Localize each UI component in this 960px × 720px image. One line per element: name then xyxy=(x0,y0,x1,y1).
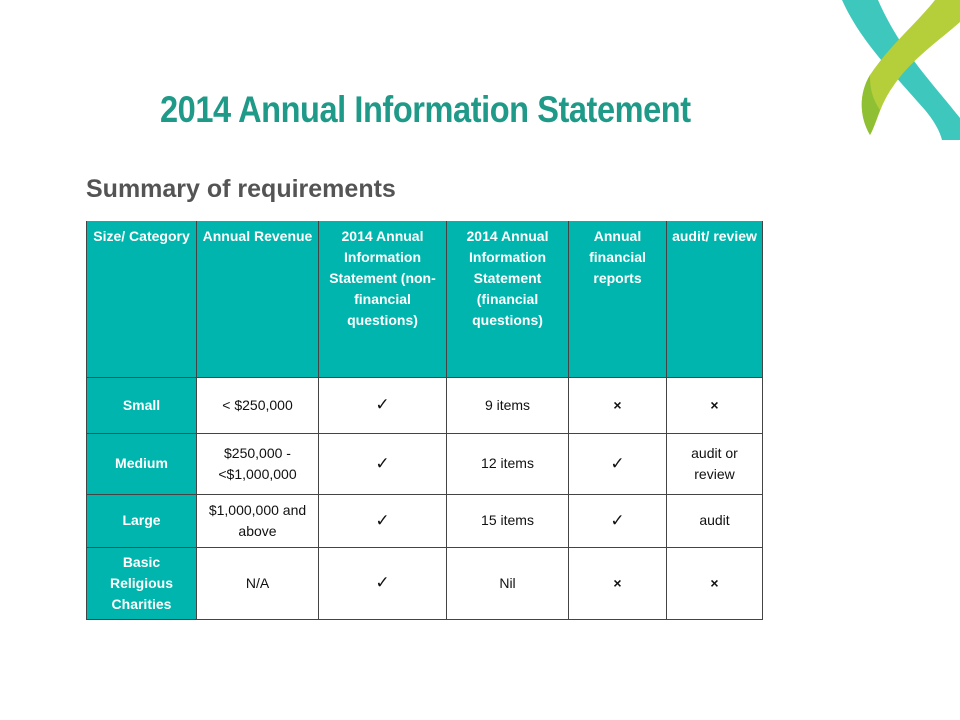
reports-cell xyxy=(569,547,667,619)
cross-icon: × xyxy=(613,574,622,591)
non-financial-cell xyxy=(319,494,447,547)
ribbon-logo-icon xyxy=(830,0,960,140)
slide-title: 2014 Annual Information Statement xyxy=(160,89,691,130)
cross-icon: × xyxy=(710,396,719,413)
check-icon: ✓ xyxy=(375,453,390,473)
requirements-table xyxy=(86,221,763,620)
category-cell: Basic Religious Charities xyxy=(87,547,197,619)
category-cell: Large xyxy=(87,494,197,547)
header-annual-revenue: Annual Revenue xyxy=(197,221,319,377)
financial-cell: 12 items xyxy=(447,433,569,494)
financial-cell: 9 items xyxy=(447,377,569,433)
reports-cell xyxy=(569,377,667,433)
non-financial-cell xyxy=(319,433,447,494)
header-size-category: Size/ Category xyxy=(87,221,197,377)
reports-cell xyxy=(569,494,667,547)
audit-cell: audit or review xyxy=(667,433,763,494)
revenue-cell: N/A xyxy=(197,547,319,619)
cross-icon: × xyxy=(613,396,622,413)
header-ais-non-financial: 2014 Annual Information Statement (non-financial questions) xyxy=(319,221,447,377)
category-cell: Small xyxy=(87,377,197,433)
revenue-cell: $250,000 - <$1,000,000 xyxy=(197,433,319,494)
slide-subtitle: Summary of requirements xyxy=(86,175,396,203)
cross-icon: × xyxy=(710,574,719,591)
check-icon: ✓ xyxy=(610,510,625,530)
category-cell: Medium xyxy=(87,433,197,494)
table-row xyxy=(87,547,763,619)
reports-cell xyxy=(569,433,667,494)
header-audit-review: audit/ review xyxy=(667,221,763,377)
check-icon: ✓ xyxy=(375,573,390,592)
check-icon: ✓ xyxy=(375,395,390,414)
non-financial-cell xyxy=(319,547,447,619)
financial-cell: 15 items xyxy=(447,494,569,547)
check-icon: ✓ xyxy=(375,510,390,530)
header-ais-financial: 2014 Annual Information Statement (financial questions) xyxy=(447,221,569,377)
audit-cell: audit xyxy=(667,494,763,547)
table-row xyxy=(87,494,763,547)
table-row xyxy=(87,433,763,494)
revenue-cell: < $250,000 xyxy=(197,377,319,433)
audit-cell xyxy=(667,377,763,433)
check-icon: ✓ xyxy=(610,453,625,473)
financial-cell: Nil xyxy=(447,547,569,619)
audit-cell xyxy=(667,547,763,619)
table-header-row xyxy=(87,221,763,377)
non-financial-cell xyxy=(319,377,447,433)
revenue-cell: $1,000,000 and above xyxy=(197,494,319,547)
table-row xyxy=(87,377,763,433)
header-annual-financial-reports: Annual financial reports xyxy=(569,221,667,377)
